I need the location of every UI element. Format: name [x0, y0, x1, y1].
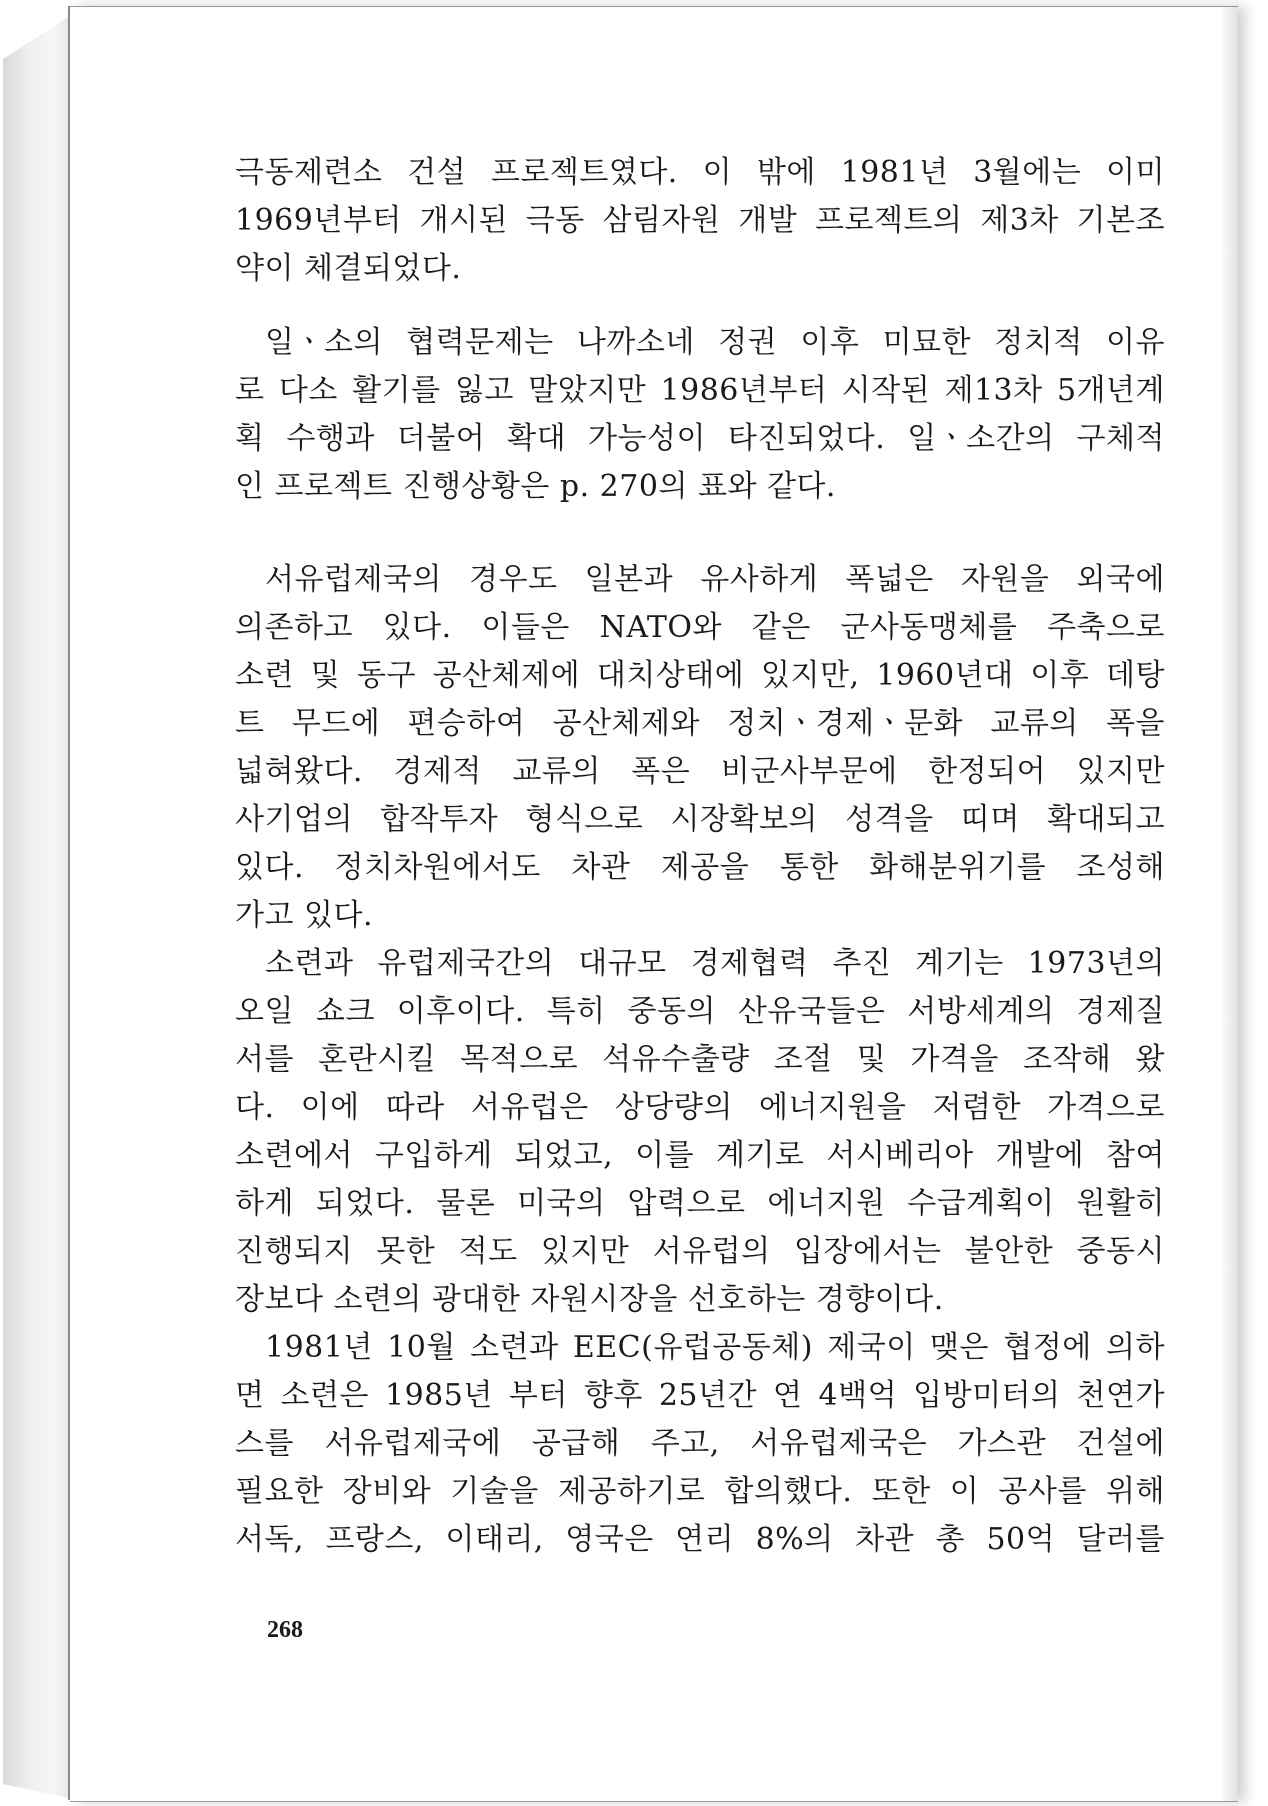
paragraph [235, 556, 1165, 940]
text-line: 인 프로젝트 진행상황은 p. 270의 표와 같다. [235, 469, 836, 504]
text-line: 스를 서유럽제국에 공급해 주고, 서유럽제국은 가스관 건설에 [235, 1426, 1165, 1461]
paragraph [235, 940, 1165, 1324]
text-line: 다. 이에 따라 서유럽은 상당량의 에너지원을 저렴한 가격으로 [235, 1090, 1165, 1125]
paragraph-gap [235, 511, 1165, 556]
text-line: 서유럽제국의 경우도 일본과 유사하게 폭넓은 자원을 외국에 [265, 562, 1165, 597]
page-shadow [1220, 7, 1238, 1801]
text-line: 서독, 프랑스, 이태리, 영국은 연리 8%의 차관 총 50억 달러를 [235, 1522, 1165, 1557]
text-line: 1981년 10월 소련과 EEC(유럽공동체) 제국이 맺은 협정에 의하 [265, 1330, 1165, 1365]
page-number: 268 [267, 1617, 303, 1643]
text-line: 로 다소 활기를 잃고 말았지만 1986년부터 시작된 제13차 5개년계 [235, 373, 1165, 408]
paragraph [235, 149, 1165, 293]
text-line: 사기업의 합작투자 형식으로 시장확보의 성격을 띠며 확대되고 [235, 802, 1165, 837]
text-line: 소련 및 동구 공산체제에 대치상태에 있지만, 1960년대 이후 데탕 [235, 658, 1165, 693]
paragraph-gap [235, 293, 1165, 319]
text-line: 있다. 정치차원에서도 차관 제공을 통한 화해분위기를 조성해 [235, 850, 1165, 885]
text-line: 넓혀왔다. 경제적 교류의 폭은 비군사부문에 한정되어 있지만 [235, 754, 1165, 789]
text-line: 필요한 장비와 기술을 제공하기로 합의했다. 또한 이 공사를 위해 [235, 1474, 1165, 1509]
text-line: 의존하고 있다. 이들은 NATO와 같은 군사동맹체를 주축으로 [235, 610, 1165, 645]
text-line: 일ㆍ소의 협력문제는 나까소네 정권 이후 미묘한 정치적 이유 [265, 325, 1165, 360]
text-line: 1969년부터 개시된 극동 삼림자원 개발 프로젝트의 제3차 기본조 [235, 203, 1165, 238]
text-line: 소련에서 구입하게 되었고, 이를 계기로 서시베리아 개발에 참여 [235, 1138, 1165, 1173]
body-text [235, 149, 1165, 1564]
paragraph [235, 1324, 1165, 1564]
text-line: 서를 혼란시킬 목적으로 석유수출량 조절 및 가격을 조작해 왔 [235, 1042, 1165, 1077]
book-page [70, 6, 1238, 1802]
text-line: 진행되지 못한 적도 있지만 서유럽의 입장에서는 불안한 중동시 [235, 1234, 1165, 1269]
paragraph [235, 319, 1165, 511]
text-line: 획 수행과 더불어 확대 가능성이 타진되었다. 일ㆍ소간의 구체적 [235, 421, 1165, 456]
text-line: 장보다 소련의 광대한 자원시장을 선호하는 경향이다. [235, 1282, 944, 1317]
text-line: 트 무드에 편승하여 공산체제와 정치ㆍ경제ㆍ문화 교류의 폭을 [235, 706, 1165, 741]
book-page-edges [3, 14, 73, 1799]
text-line: 오일 쇼크 이후이다. 특히 중동의 산유국들은 서방세계의 경제질 [235, 994, 1165, 1029]
text-line: 약이 체결되었다. [235, 251, 462, 286]
text-line: 소련과 유럽제국간의 대규모 경제협력 추진 계기는 1973년의 [265, 946, 1165, 981]
text-line: 극동제련소 건설 프로젝트였다. 이 밖에 1981년 3월에는 이미 [235, 155, 1165, 190]
text-line: 가고 있다. [235, 898, 373, 933]
text-line: 면 소련은 1985년 부터 향후 25년간 연 4백억 입방미터의 천연가 [235, 1378, 1165, 1413]
text-line: 하게 되었다. 물론 미국의 압력으로 에너지원 수급계획이 원활히 [235, 1186, 1165, 1221]
